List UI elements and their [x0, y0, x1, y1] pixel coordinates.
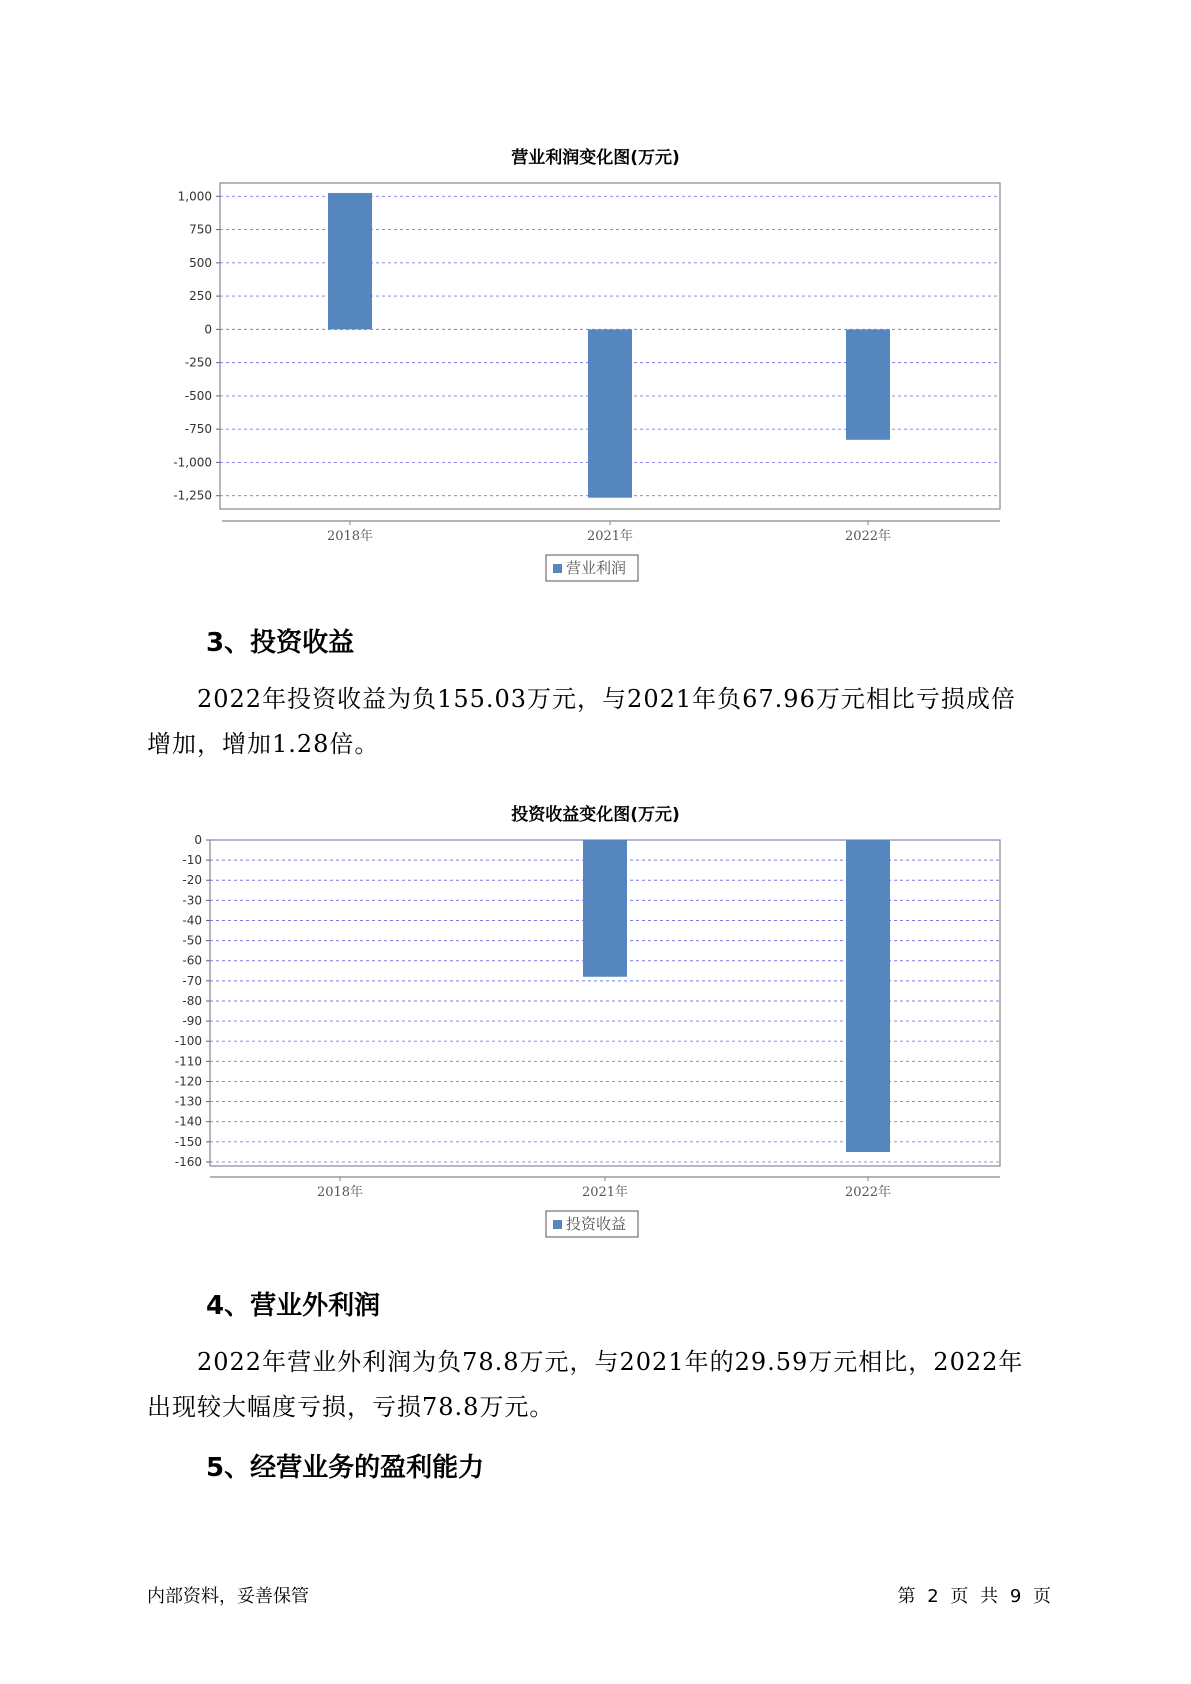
section-heading-investment-income: 3、投资收益	[206, 628, 355, 658]
y-tick-label: -150	[174, 1134, 202, 1149]
y-tick-label: -60	[182, 953, 202, 968]
bar	[846, 840, 890, 1152]
y-tick-label: 250	[189, 289, 212, 304]
y-tick-label: 1,000	[177, 189, 212, 204]
operating-profit-chart	[0, 165, 1191, 595]
y-tick-label: 750	[189, 222, 212, 237]
y-tick-label: 0	[194, 833, 202, 847]
y-tick-label: -1,250	[173, 488, 212, 503]
section-heading-non-operating-profit: 4、营业外利润	[206, 1291, 381, 1321]
bar	[583, 840, 627, 977]
paragraph-line: 出现较大幅度亏损，亏损78.8万元。	[147, 1393, 555, 1421]
x-tick-label: 2021年	[586, 529, 634, 544]
y-tick-label: -110	[174, 1054, 202, 1069]
bar	[846, 329, 890, 439]
y-tick-label: -750	[184, 422, 212, 437]
y-tick-label: -90	[182, 1014, 202, 1029]
y-tick-label: 0	[204, 322, 212, 337]
y-tick-label: -80	[182, 993, 202, 1008]
x-tick-label: 2022年	[844, 1185, 892, 1200]
y-tick-label: -500	[184, 388, 212, 403]
footer-page-number: 第 2 页 共 9 页	[897, 1586, 1051, 1607]
footer-confidential-note: 内部资料，妥善保管	[147, 1586, 309, 1607]
paragraph-investment-income	[147, 677, 1057, 767]
section-heading-operating-profitability: 5、经营业务的盈利能力	[206, 1453, 485, 1483]
paragraph-line: 2022年投资收益为负155.03万元，与2021年负67.96万元相比亏损成倍	[197, 685, 1016, 713]
paragraph-line: 2022年营业外利润为负78.8万元，与2021年的29.59万元相比，2022年	[197, 1348, 1024, 1376]
y-tick-label: -130	[174, 1094, 202, 1109]
legend-label: 营业利润	[566, 559, 627, 577]
y-tick-label: -70	[182, 973, 202, 988]
y-tick-label: -10	[182, 853, 202, 868]
y-tick-label: -30	[182, 893, 202, 908]
paragraph-non-operating-profit	[147, 1340, 1057, 1430]
x-tick-label: 2021年	[581, 1185, 629, 1200]
y-tick-label: -120	[174, 1074, 202, 1089]
bar	[588, 329, 632, 497]
investment-income-chart	[0, 825, 1191, 1250]
legend-swatch	[553, 564, 562, 573]
legend-label: 投资收益	[566, 1215, 627, 1233]
bar	[328, 193, 372, 329]
x-tick-label: 2018年	[326, 529, 374, 544]
y-tick-label: 500	[189, 255, 212, 270]
y-tick-label: -20	[182, 873, 202, 888]
chart-title-investment-income: 投资收益变化图(万元)	[511, 805, 680, 825]
y-tick-label: -140	[174, 1114, 202, 1129]
y-tick-label: -100	[174, 1034, 202, 1049]
x-tick-label: 2018年	[316, 1185, 364, 1200]
chart-title-operating-profit: 营业利润变化图(万元)	[511, 148, 680, 168]
y-tick-label: -160	[174, 1154, 202, 1169]
y-tick-label: -40	[182, 913, 202, 928]
paragraph-line: 增加，增加1.28倍。	[147, 730, 380, 758]
x-tick-label: 2022年	[844, 529, 892, 544]
y-tick-label: -1,000	[173, 455, 212, 470]
y-tick-label: -250	[184, 355, 212, 370]
legend-swatch	[553, 1220, 562, 1229]
y-tick-label: -50	[182, 933, 202, 948]
